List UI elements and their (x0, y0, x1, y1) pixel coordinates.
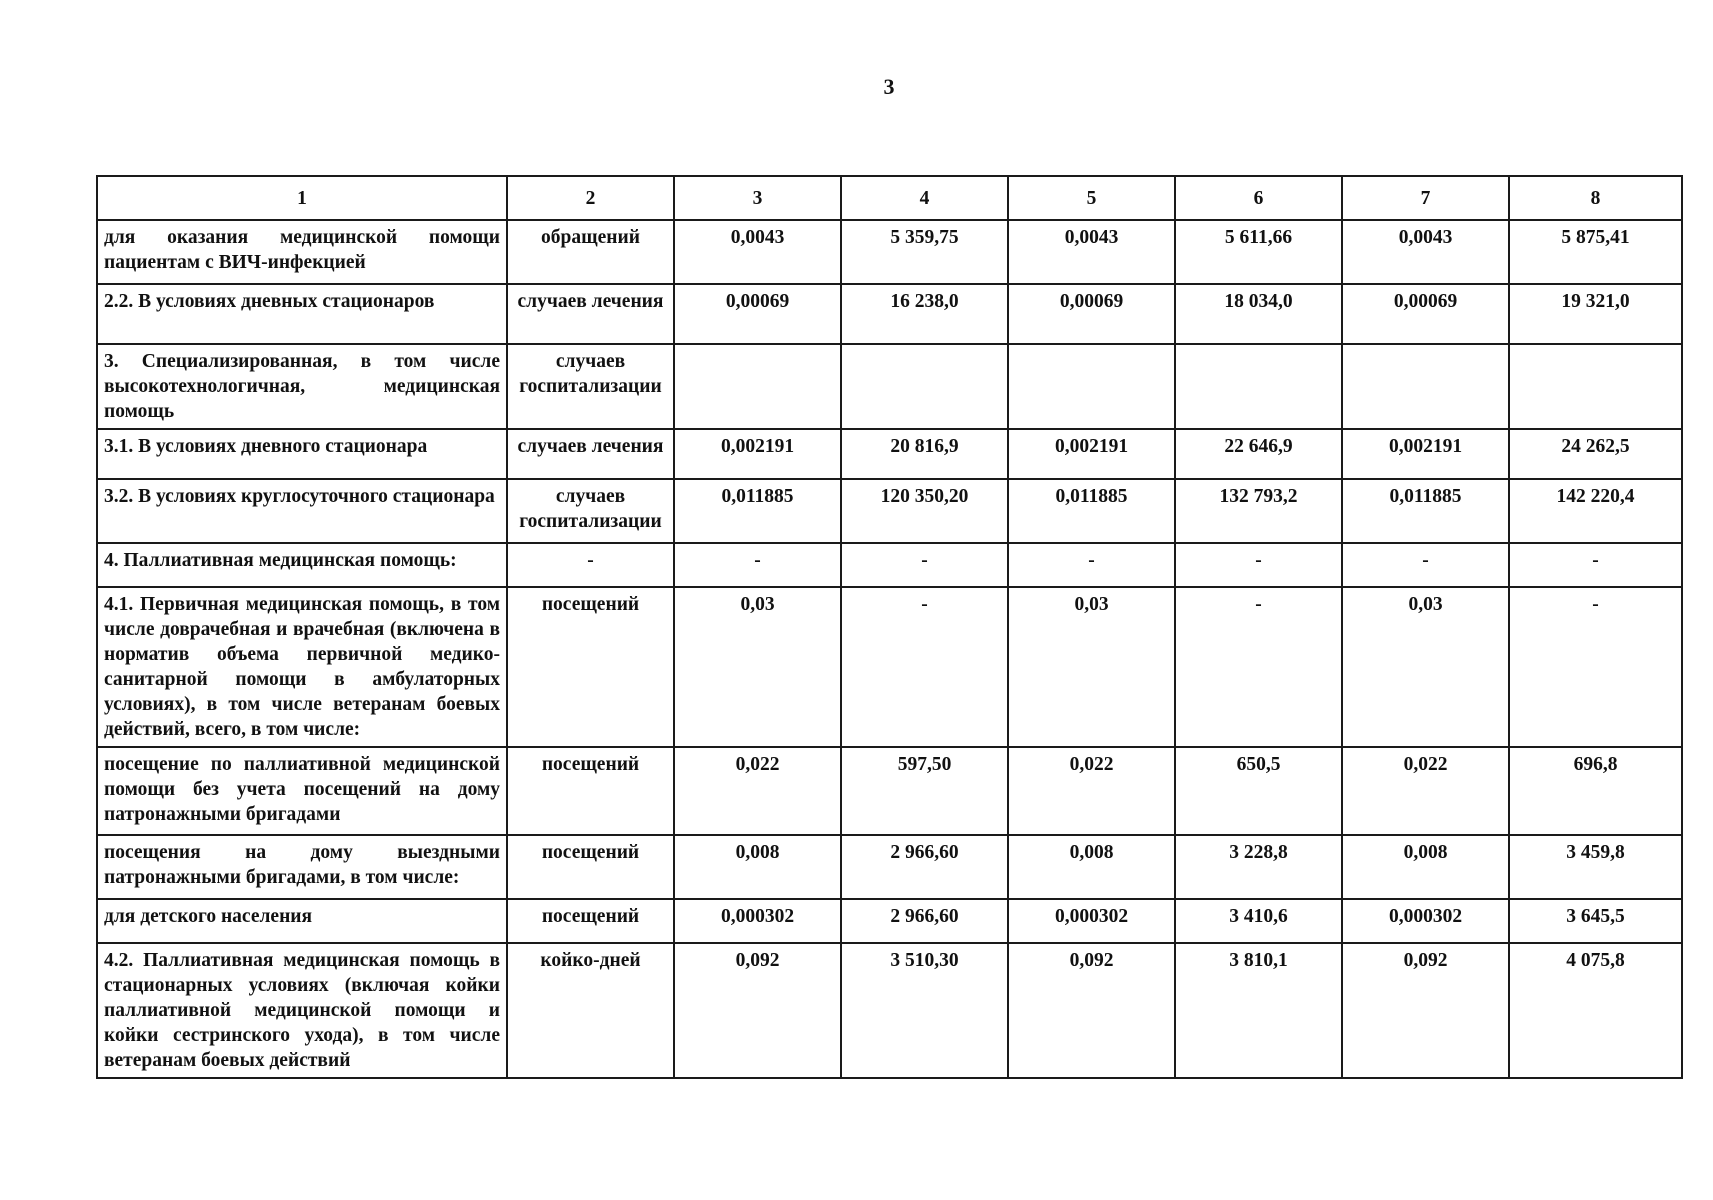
table-row (97, 747, 1682, 835)
value-cell (674, 344, 841, 429)
table-row (97, 587, 1682, 747)
table-row (97, 344, 1682, 429)
value-cell: 132 793,2 (1175, 479, 1342, 543)
value-cell: 22 646,9 (1175, 429, 1342, 479)
column-header: 7 (1342, 176, 1509, 220)
column-header: 1 (97, 176, 507, 220)
value-cell: 0,002191 (1008, 429, 1175, 479)
value-cell: 2 966,60 (841, 899, 1008, 943)
value-cell: 0,011885 (1342, 479, 1509, 543)
row-name: 3. Специализированная, в том числе высокотехнологичная, медицинская помощь (97, 344, 507, 429)
row-unit: посещений (507, 587, 674, 747)
value-cell: 0,0043 (1342, 220, 1509, 284)
value-cell (1342, 344, 1509, 429)
row-unit: обращений (507, 220, 674, 284)
table-row (97, 220, 1682, 284)
value-cell: 142 220,4 (1509, 479, 1682, 543)
table-row (97, 835, 1682, 899)
value-cell: 0,002191 (1342, 429, 1509, 479)
row-unit: койко-дней (507, 943, 674, 1078)
column-header: 6 (1175, 176, 1342, 220)
value-cell: 3 228,8 (1175, 835, 1342, 899)
column-header: 5 (1008, 176, 1175, 220)
value-cell: 0,008 (1342, 835, 1509, 899)
row-name: 3.2. В условиях круглосуточного стационара (97, 479, 507, 543)
row-name: посещение по паллиативной медицинской помощи без учета посещений на дому патронажными бригадами (97, 747, 507, 835)
value-cell: 0,000302 (1342, 899, 1509, 943)
row-unit: посещений (507, 747, 674, 835)
value-cell: 650,5 (1175, 747, 1342, 835)
value-cell: 5 875,41 (1509, 220, 1682, 284)
value-cell: - (674, 543, 841, 587)
value-cell: - (1509, 587, 1682, 747)
value-cell: 0,022 (1008, 747, 1175, 835)
row-name: 3.1. В условиях дневного стационара (97, 429, 507, 479)
value-cell: 0,002191 (674, 429, 841, 479)
value-cell: 0,03 (1342, 587, 1509, 747)
value-cell: 0,022 (674, 747, 841, 835)
value-cell: - (1509, 543, 1682, 587)
value-cell (1008, 344, 1175, 429)
value-cell: 20 816,9 (841, 429, 1008, 479)
value-cell: - (1008, 543, 1175, 587)
value-cell: 5 359,75 (841, 220, 1008, 284)
value-cell: 0,092 (1008, 943, 1175, 1078)
row-name: 4.2. Паллиативная медицинская помощь в стационарных условиях (включая койки паллиативной медицинской помощи и койки сестринского ухода), в том числе ветеранам боевых действий (97, 943, 507, 1078)
table-row (97, 899, 1682, 943)
value-cell: - (1175, 543, 1342, 587)
row-name: для оказания медицинской помощи пациентам с ВИЧ-инфекцией (97, 220, 507, 284)
column-header: 8 (1509, 176, 1682, 220)
value-cell: 16 238,0 (841, 284, 1008, 344)
value-cell: 0,092 (1342, 943, 1509, 1078)
value-cell (1175, 344, 1342, 429)
value-cell (1509, 344, 1682, 429)
value-cell: 0,008 (674, 835, 841, 899)
row-name: 2.2. В условиях дневных стационаров (97, 284, 507, 344)
value-cell: 0,00069 (1342, 284, 1509, 344)
table-row (97, 429, 1682, 479)
value-cell: 0,000302 (1008, 899, 1175, 943)
value-cell: 0,03 (1008, 587, 1175, 747)
value-cell: 0,011885 (674, 479, 841, 543)
column-header: 2 (507, 176, 674, 220)
table-row (97, 284, 1682, 344)
row-unit: случаев лечения (507, 284, 674, 344)
row-name: 4. Паллиативная медицинская помощь: (97, 543, 507, 587)
value-cell: 3 459,8 (1509, 835, 1682, 899)
value-cell: 0,00069 (674, 284, 841, 344)
value-cell: 24 262,5 (1509, 429, 1682, 479)
value-cell: 0,011885 (1008, 479, 1175, 543)
row-unit: случаев госпитализации (507, 479, 674, 543)
value-cell: 0,092 (674, 943, 841, 1078)
value-cell: 0,0043 (1008, 220, 1175, 284)
table-row (97, 943, 1682, 1078)
value-cell (841, 344, 1008, 429)
column-header: 3 (674, 176, 841, 220)
header-row (97, 176, 1682, 220)
value-cell: 0,008 (1008, 835, 1175, 899)
page-number: 3 (883, 74, 895, 99)
column-header: 4 (841, 176, 1008, 220)
row-name: 4.1. Первичная медицинская помощь, в том числе доврачебная и врачебная (включена в норматив объема первичной медико-санитарной помощи в амбулаторных условиях), в том числе ветеранам боевых действий, всего, в том числе: (97, 587, 507, 747)
table-row (97, 479, 1682, 543)
value-cell: 0,0043 (674, 220, 841, 284)
value-cell: 0,000302 (674, 899, 841, 943)
value-cell: 0,03 (674, 587, 841, 747)
table-body (97, 220, 1682, 1078)
value-cell: 120 350,20 (841, 479, 1008, 543)
row-name: для детского населения (97, 899, 507, 943)
row-unit: случаев лечения (507, 429, 674, 479)
row-unit: - (507, 543, 674, 587)
row-unit: случаев госпитализации (507, 344, 674, 429)
row-unit: посещений (507, 899, 674, 943)
value-cell: 3 645,5 (1509, 899, 1682, 943)
value-cell: - (841, 543, 1008, 587)
value-cell: 3 810,1 (1175, 943, 1342, 1078)
value-cell: - (841, 587, 1008, 747)
table-row (97, 543, 1682, 587)
value-cell: 19 321,0 (1509, 284, 1682, 344)
norms-table (96, 175, 1683, 1079)
value-cell: 0,00069 (1008, 284, 1175, 344)
value-cell: 597,50 (841, 747, 1008, 835)
value-cell: 2 966,60 (841, 835, 1008, 899)
value-cell: 3 410,6 (1175, 899, 1342, 943)
row-unit: посещений (507, 835, 674, 899)
value-cell: 696,8 (1509, 747, 1682, 835)
value-cell: - (1342, 543, 1509, 587)
value-cell: 5 611,66 (1175, 220, 1342, 284)
value-cell: - (1175, 587, 1342, 747)
value-cell: 0,022 (1342, 747, 1509, 835)
value-cell: 3 510,30 (841, 943, 1008, 1078)
value-cell: 4 075,8 (1509, 943, 1682, 1078)
row-name: посещения на дому выездными патронажными бригадами, в том числе: (97, 835, 507, 899)
value-cell: 18 034,0 (1175, 284, 1342, 344)
